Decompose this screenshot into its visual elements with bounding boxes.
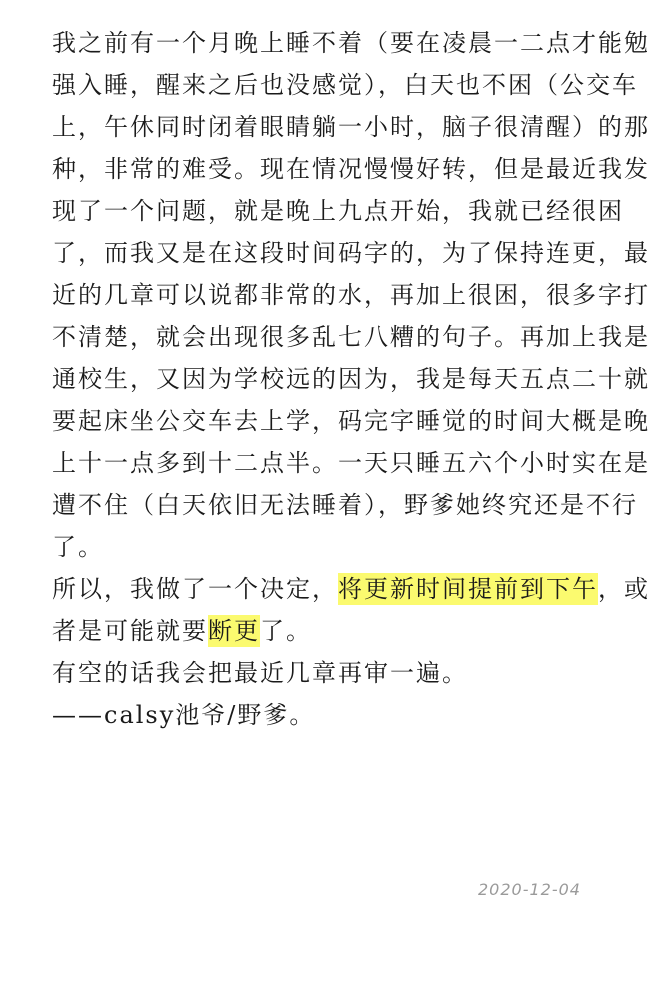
note-body [52, 22, 650, 736]
note-line: 要起床坐公交车去上学，码完字睡觉的时间大概是晚 [52, 407, 650, 435]
note-line: 现了一个问题，就是晚上九点开始，我就已经很困 [52, 197, 624, 225]
decision-text: ，或 [598, 575, 650, 603]
note-line: 近的几章可以说都非常的水，再加上很困，很多字打 [52, 281, 650, 309]
review-line: 有空的话我会把最近几章再审一遍。 [52, 659, 468, 687]
decision-text: 者是可能就要 [52, 617, 208, 645]
highlighted-text: 断更 [208, 617, 260, 645]
signature: ——calsy池爷/野爹。 [52, 701, 316, 729]
decision-line [52, 610, 592, 652]
date-stamp: 2020-12-04 [478, 880, 581, 899]
note-line: 我之前有一个月晚上睡不着（要在凌晨一二点才能勉 [52, 29, 650, 57]
highlighted-text: 将更新时间提前到下午 [338, 575, 598, 603]
note-line: 强入睡，醒来之后也没感觉），白天也不困（公交车 [52, 71, 638, 99]
note-line: 遭不住（白天依旧无法睡着），野爹她终究还是不行 [52, 491, 638, 519]
note-line: 上，午休同时闭着眼睛躺一小时，脑子很清醒）的那 [52, 113, 650, 141]
decision-text: 了。 [260, 617, 312, 645]
decision-text: 所以，我做了一个决定， [52, 575, 338, 603]
note-line: 种，非常的难受。现在情况慢慢好转，但是最近我发 [52, 155, 650, 183]
note-line: 了。 [52, 533, 104, 561]
note-line: 不清楚，就会出现很多乱七八糟的句子。再加上我是 [52, 323, 650, 351]
note-line: 上十一点多到十二点半。一天只睡五六个小时实在是 [52, 449, 650, 477]
note-line: 了，而我又是在这段时间码字的，为了保持连更，最 [52, 239, 650, 267]
note-line: 通校生，又因为学校远的因为，我是每天五点二十就 [52, 365, 650, 393]
decision-line [52, 568, 650, 610]
